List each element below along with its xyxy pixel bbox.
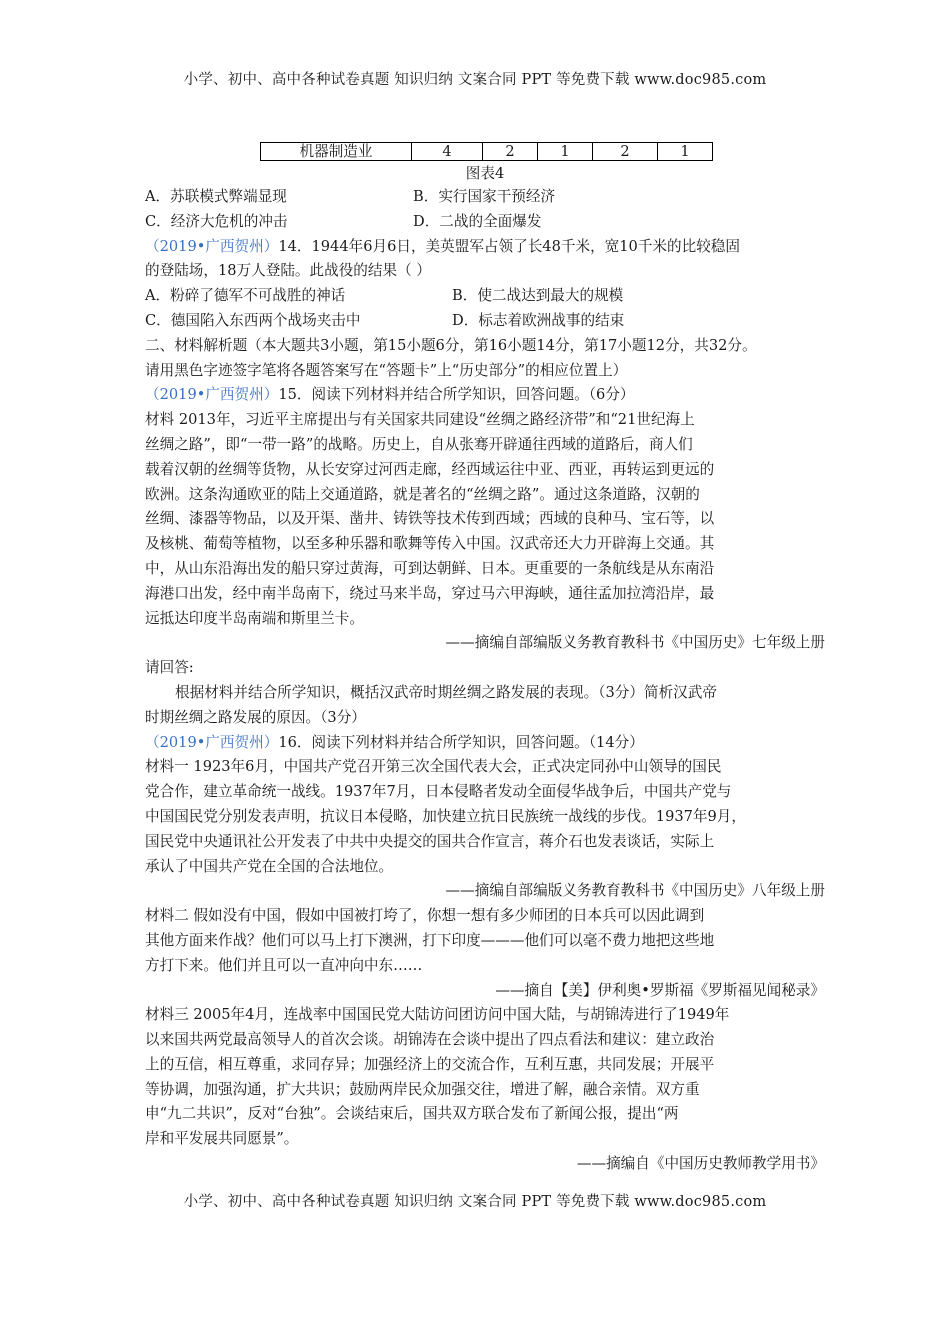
question-14 xyxy=(145,235,825,260)
material-line: 海港口出发，经中南半岛南下，绕过马来半岛，穿过马六甲海峡，通往孟加拉湾沿岸，最 xyxy=(145,584,715,602)
material-line: 材料二 假如没有中国，假如中国被打垮了，你想一想有多少师团的日本兵可以因此调到 xyxy=(145,907,705,925)
material-line: 远抵达印度半岛南端和斯里兰卡。 xyxy=(145,609,364,627)
material-line: 以来国共两党最高领导人的首次会谈。胡锦涛在会谈中提出了四点看法和建议：建立政治 xyxy=(145,1031,715,1049)
question-text: 14．1944年6月6日，美英盟军占领了长48千米，宽10千米的比较稳固 xyxy=(278,237,740,255)
material-line: 丝绸之路”，即“一带一路”的战略。历史上，自从张骞开辟通往西域的道路后，商人们 xyxy=(145,435,693,453)
option-row xyxy=(145,185,825,210)
material-line: 上的互信，相互尊重，求同存异；加强经济上的交流合作，互利互惠，共同发展；开展平 xyxy=(145,1055,715,1073)
table-cell: 4 xyxy=(412,143,483,161)
source-tag: （2019•广西贺州） xyxy=(145,733,279,751)
option-b: B．实行国家干预经济 xyxy=(413,188,556,205)
table-cell: 2 xyxy=(483,143,538,161)
page-footer: 小学、初中、高中各种试卷真题 知识归纳 文案合同 PPT 等免费下载 www.doc985.com xyxy=(183,1194,767,1210)
question-text: 16．阅读下列材料并结合所学知识，回答问题。（14分） xyxy=(278,733,644,751)
option-row xyxy=(145,284,825,309)
material-line: 承认了中国共产党在全国的合法地位。 xyxy=(145,857,394,875)
option-c: C．经济大危机的冲击 xyxy=(145,212,288,230)
option-d: D．标志着欧洲战事的结束 xyxy=(452,311,625,329)
material-line: 材料一 1923年6月，中国共产党召开第三次全国代表大会，正式决定同孙中山领导的国民 xyxy=(145,758,722,776)
table-cell: 2 xyxy=(593,143,658,161)
citation: ——摘自【美】伊利奥•罗斯福《罗斯福见闻秘录》 xyxy=(495,981,825,999)
document-body xyxy=(145,142,825,1177)
section-heading: 请用黑色字迹签字笔将各题答案写在“答题卡”上“历史部分”的相应位置上） xyxy=(145,361,628,379)
material-line: 欧洲。这条沟通欧亚的陆上交通道路，就是著名的“丝绸之路”。通过这条道路，汉朝的 xyxy=(145,485,700,503)
source-tag: （2019•广西贺州） xyxy=(145,386,279,404)
material-line: 载着汉朝的丝绸等货物，从长安穿过河西走廊，经西域运往中亚、西亚，再转运到更远的 xyxy=(145,460,715,478)
data-table xyxy=(260,142,713,161)
citation: ——摘编自《中国历史教师教学用书》 xyxy=(576,1155,825,1173)
material-line: 材料 2013年，习近平主席提出与有关国家共同建设“丝绸之路经济带”和“21世纪海上 xyxy=(145,411,695,429)
table-cell: 机器制造业 xyxy=(261,143,412,161)
citation: ——摘编自部编版义务教育教科书《中国历史》七年级上册 xyxy=(445,634,825,652)
material-line: 申“九二共识”，反对“台独”。会谈结束后，国共双方联合发布了新闻公报，提出“两 xyxy=(145,1105,679,1123)
option-row xyxy=(145,309,825,334)
material-line: 方打下来。他们并且可以一直冲向中东…… xyxy=(145,956,423,974)
material-line: 材料三 2005年4月，连战率中国国民党大陆访问团访问中国大陆，与胡锦涛进行了1949年 xyxy=(145,1006,730,1024)
question-16 xyxy=(145,731,825,756)
table-caption: 图表4 xyxy=(465,165,505,182)
material-line: 中国国民党分别发表声明，抗议日本侵略，加快建立抗日民族统一战线的步伐。1937年9月， xyxy=(145,807,746,825)
option-row xyxy=(145,210,825,235)
material-line: 及核桃、葡萄等植物，以至多种乐器和歌舞等传入中国。汉武帝还大力开辟海上交通。其 xyxy=(145,535,715,553)
option-d: D．二战的全面爆发 xyxy=(413,212,542,230)
material-line: 丝绸、漆器等物品，以及开渠、凿井、铸铁等技术传到西域；西域的良种马、宝石等，以 xyxy=(145,510,715,528)
page-header: 小学、初中、高中各种试卷真题 知识归纳 文案合同 PPT 等免费下载 www.doc985.com xyxy=(183,72,767,88)
citation: ——摘编自部编版义务教育教科书《中国历史》八年级上册 xyxy=(445,882,825,900)
material-line: 岸和平发展共同愿景”。 xyxy=(145,1130,299,1148)
question-15 xyxy=(145,383,825,408)
material-line: 国民党中央通讯社公开发表了中共中央提交的国共合作宣言，蒋介石也发表谈话，实际上 xyxy=(145,832,715,850)
option-c: C．德国陷入东西两个战场夹击中 xyxy=(145,311,361,329)
table-row xyxy=(261,143,713,161)
section-heading: 二、材料解析题（本大题共3小题，第15小题6分，第16小题14分，第17小题12分，共32分。 xyxy=(145,336,757,354)
question-text: 15．阅读下列材料并结合所学知识，回答问题。（6分） xyxy=(278,386,635,404)
question-ask: 根据材料并结合所学知识，概括汉武帝时期丝绸之路发展的表现。（3分）简析汉武帝 xyxy=(175,683,717,701)
prompt: 请回答: xyxy=(145,659,194,677)
table-cell: 1 xyxy=(538,143,593,161)
question-ask: 时期丝绸之路发展的原因。（3分） xyxy=(145,708,366,726)
option-b: B．使二战达到最大的规模 xyxy=(452,287,624,305)
option-a: A．粉碎了德军不可战胜的神话 xyxy=(145,287,346,305)
table-cell: 1 xyxy=(658,143,713,161)
question-text: 的登陆场，18万人登陆。此战役的结果（ ） xyxy=(145,262,431,280)
option-a: A．苏联模式弊端显现 xyxy=(145,188,287,205)
material-line: 党合作，建立革命统一战线。1937年7月，日本侵略者发动全面侵华战争后，中国共产党与 xyxy=(145,783,732,801)
material-line: 中，从山东沿海出发的船只穿过黄海，可到达朝鲜、日本。更重要的一条航线是从东南沿 xyxy=(145,559,715,577)
source-tag: （2019•广西贺州） xyxy=(145,237,279,255)
material-line: 等协调，加强沟通，扩大共识；鼓励两岸民众加强交往，增进了解，融合亲情。双方重 xyxy=(145,1080,700,1098)
material-line: 其他方面来作战？他们可以马上打下澳洲，打下印度———他们可以毫不费力地把这些地 xyxy=(145,931,715,949)
